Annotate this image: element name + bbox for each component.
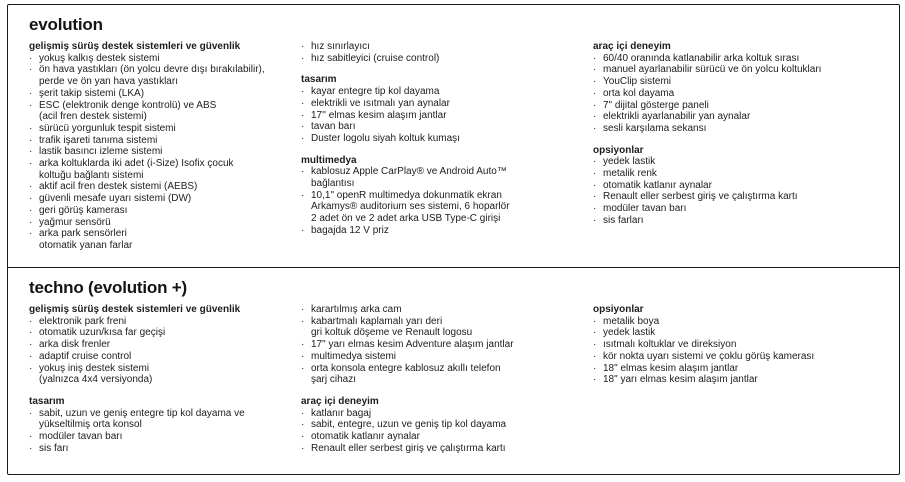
item-line: güvenli mesafe uyarı sistemi (DW) bbox=[39, 193, 192, 205]
item-line: kabartmalı kaplamalı yarı deri bbox=[311, 315, 443, 327]
item-lines bbox=[311, 419, 593, 431]
list-item bbox=[301, 121, 593, 133]
item-lines bbox=[39, 146, 301, 158]
item-line: perde ve ön yan hava yastıkları bbox=[39, 76, 178, 88]
bullet-icon: · bbox=[29, 52, 33, 64]
item-line: 7" dijital gösterge paneli bbox=[603, 99, 709, 111]
bullet-icon: · bbox=[301, 224, 305, 236]
list-item bbox=[593, 327, 889, 339]
item-lines bbox=[311, 86, 593, 98]
item-line: karartılmış arka cam bbox=[311, 304, 402, 315]
bullet-icon: · bbox=[29, 87, 33, 99]
bullet-icon: · bbox=[593, 203, 597, 215]
item-line: sabit, entegre, uzun ve geniş tip kol dayama bbox=[311, 419, 507, 431]
list-item bbox=[29, 351, 301, 363]
list-item bbox=[301, 53, 593, 65]
item-line: elektrikli ve ısıtmalı yan aynalar bbox=[311, 97, 450, 109]
item-lines bbox=[39, 100, 301, 123]
item-line: yedek lastik bbox=[603, 156, 656, 168]
bullet-icon: · bbox=[29, 362, 33, 374]
item-lines bbox=[39, 193, 301, 205]
item-line: Duster logolu siyah koltuk kumaşı bbox=[311, 132, 460, 144]
item-line: tavan barı bbox=[311, 121, 356, 133]
item-line: ESC (elektronik denge kontrolü) ve ABS bbox=[39, 99, 217, 111]
list-item bbox=[301, 443, 593, 455]
bullet-icon: · bbox=[29, 134, 33, 146]
list-item bbox=[29, 100, 301, 123]
list-item bbox=[301, 166, 593, 189]
column bbox=[29, 41, 301, 252]
list-item bbox=[593, 88, 889, 100]
list-item bbox=[29, 431, 301, 443]
bullet-icon: · bbox=[301, 52, 305, 64]
list-item bbox=[29, 146, 301, 158]
item-lines bbox=[39, 327, 301, 339]
bullet-icon: · bbox=[593, 64, 597, 76]
item-line: bagajda 12 V priz bbox=[311, 224, 389, 236]
item-lines bbox=[311, 190, 593, 225]
item-lines bbox=[39, 158, 301, 181]
item-lines bbox=[39, 316, 301, 328]
item-line: otomatik katlanır aynalar bbox=[311, 431, 420, 443]
bullet-icon: · bbox=[29, 216, 33, 228]
item-lines bbox=[603, 64, 889, 76]
bullet-icon: · bbox=[301, 339, 305, 351]
bullet-icon: · bbox=[301, 350, 305, 362]
item-line: Renault eller serbest giriş ve çalıştırma kartı bbox=[603, 191, 798, 203]
item-lines bbox=[311, 363, 593, 386]
bullet-icon: · bbox=[593, 374, 597, 386]
list-item bbox=[29, 64, 301, 87]
item-line: yedek lastik bbox=[603, 327, 656, 339]
bullet-icon: · bbox=[29, 204, 33, 216]
item-lines bbox=[603, 111, 889, 123]
item-line: sabit, uzun ve geniş entegre tip kol dayama ve bbox=[39, 407, 245, 419]
bullet-icon: · bbox=[29, 431, 33, 443]
bullet-icon: · bbox=[29, 146, 33, 158]
bullet-icon: · bbox=[301, 189, 305, 201]
item-lines bbox=[39, 181, 301, 193]
bullet-icon: · bbox=[29, 407, 33, 419]
bullet-icon: · bbox=[593, 327, 597, 339]
list-item bbox=[593, 123, 889, 135]
feature-group bbox=[29, 304, 301, 386]
section-title: evolution bbox=[29, 15, 103, 34]
item-lines bbox=[603, 156, 889, 168]
feature-group bbox=[301, 155, 593, 237]
list-item bbox=[301, 339, 593, 351]
section-columns bbox=[29, 304, 889, 454]
list-item bbox=[301, 225, 593, 237]
item-line: sesli karşılama sekansı bbox=[603, 122, 707, 134]
bullet-icon: · bbox=[29, 181, 33, 193]
group-header: opsiyonlar bbox=[593, 144, 644, 156]
list-item bbox=[29, 88, 301, 100]
item-line: sis farları bbox=[603, 214, 644, 226]
list-item bbox=[593, 339, 889, 351]
item-line: orta konsola entegre kablosuz akıllı telefon bbox=[311, 362, 501, 374]
item-lines bbox=[311, 225, 593, 237]
item-lines bbox=[603, 100, 889, 112]
item-lines bbox=[39, 408, 301, 431]
feature-group bbox=[593, 41, 889, 135]
item-line: arka koltuklarda iki adet (i-Size) Isofix çocuk bbox=[39, 158, 234, 170]
item-line: kablosuz Apple CarPlay® ve Android Auto™ bbox=[311, 166, 507, 178]
item-line: 17" yarı elmas kesim Adventure alaşım jantlar bbox=[311, 339, 514, 351]
item-line: arka disk frenler bbox=[39, 339, 111, 351]
group-header: gelişmiş sürüş destek sistemleri ve güvenlik bbox=[29, 41, 241, 52]
bullet-icon: · bbox=[593, 315, 597, 327]
item-line: multimedya sistemi bbox=[311, 350, 397, 362]
item-lines bbox=[311, 98, 593, 110]
bullet-icon: · bbox=[593, 76, 597, 88]
item-line: ısıtmalı koltuklar ve direksiyon bbox=[603, 339, 737, 351]
list-item bbox=[29, 408, 301, 431]
item-lines bbox=[603, 374, 889, 386]
group-header: tasarım bbox=[29, 395, 65, 407]
item-line: (acil fren destek sistemi) bbox=[39, 111, 147, 123]
item-lines bbox=[603, 88, 889, 100]
bullet-icon: · bbox=[593, 179, 597, 191]
bullet-icon: · bbox=[301, 431, 305, 443]
bullet-icon: · bbox=[29, 350, 33, 362]
item-lines bbox=[311, 339, 593, 351]
item-line: hız sabitleyici (cruise control) bbox=[311, 52, 440, 64]
item-line: bağlantısı bbox=[311, 178, 355, 190]
item-lines bbox=[311, 316, 593, 339]
item-line: adaptif cruise control bbox=[39, 350, 132, 362]
list-item bbox=[29, 217, 301, 229]
item-line: 18" yarı elmas kesim alaşım jantlar bbox=[603, 374, 758, 386]
item-line: 18" elmas kesim alaşım jantlar bbox=[603, 362, 739, 374]
bullet-icon: · bbox=[301, 97, 305, 109]
item-lines bbox=[311, 110, 593, 122]
item-lines bbox=[311, 351, 593, 363]
group-header: araç içi deneyim bbox=[593, 41, 671, 52]
list-item bbox=[29, 363, 301, 386]
bullet-icon: · bbox=[301, 41, 305, 52]
bullet-icon: · bbox=[301, 419, 305, 431]
bullet-icon: · bbox=[29, 442, 33, 454]
section-title: techno (evolution +) bbox=[29, 278, 187, 297]
list-item bbox=[301, 86, 593, 98]
feature-group bbox=[301, 41, 593, 64]
list-item bbox=[29, 443, 301, 455]
item-lines bbox=[39, 217, 301, 229]
item-line: 17'' elmas kesim alaşım jantlar bbox=[311, 109, 447, 121]
item-lines bbox=[311, 53, 593, 65]
feature-group bbox=[301, 396, 593, 455]
bullet-icon: · bbox=[301, 407, 305, 419]
item-lines bbox=[39, 363, 301, 386]
bullet-icon: · bbox=[593, 362, 597, 374]
section-evolution bbox=[8, 5, 899, 268]
list-item bbox=[301, 408, 593, 420]
item-line: trafik işareti tanıma sistemi bbox=[39, 134, 158, 146]
bullet-icon: · bbox=[593, 52, 597, 64]
item-lines bbox=[39, 228, 301, 251]
item-lines bbox=[603, 363, 889, 375]
group-header: multimedya bbox=[301, 154, 357, 166]
list-item bbox=[29, 316, 301, 328]
item-line: Arkamys® auditorium ses sistemi, 6 hoparlör bbox=[311, 201, 510, 213]
list-item bbox=[301, 316, 593, 339]
list-item bbox=[593, 215, 889, 227]
bullet-icon: · bbox=[593, 168, 597, 180]
list-item bbox=[301, 351, 593, 363]
item-lines bbox=[311, 41, 593, 53]
bullet-icon: · bbox=[593, 339, 597, 351]
item-lines bbox=[603, 215, 889, 227]
item-line: sürücü yorgunluk tespit sistemi bbox=[39, 122, 176, 134]
item-lines bbox=[39, 123, 301, 135]
bullet-icon: · bbox=[593, 99, 597, 111]
section-columns bbox=[29, 41, 889, 252]
item-lines bbox=[39, 431, 301, 443]
list-item bbox=[29, 205, 301, 217]
feature-group bbox=[301, 304, 593, 386]
bullet-icon: · bbox=[29, 228, 33, 240]
bullet-icon: · bbox=[301, 362, 305, 374]
list-item bbox=[593, 191, 889, 203]
bullet-icon: · bbox=[593, 214, 597, 226]
item-lines bbox=[39, 351, 301, 363]
item-line: YouClip sistemi bbox=[603, 76, 671, 88]
item-lines bbox=[603, 191, 889, 203]
item-line: manuel ayarlanabilir sürücü ve ön yolcu koltukları bbox=[603, 64, 822, 76]
bullet-icon: · bbox=[593, 122, 597, 134]
column bbox=[301, 304, 593, 454]
bullet-icon: · bbox=[593, 111, 597, 123]
list-item bbox=[593, 64, 889, 76]
bullet-icon: · bbox=[29, 158, 33, 170]
list-item bbox=[593, 363, 889, 375]
list-item bbox=[301, 98, 593, 110]
item-line: elektrikli ayarlanabilir yan aynalar bbox=[603, 111, 751, 123]
column bbox=[29, 304, 301, 454]
item-lines bbox=[603, 327, 889, 339]
bullet-icon: · bbox=[301, 166, 305, 178]
item-line: Renault eller serbest giriş ve çalıştırma kartı bbox=[311, 442, 506, 454]
list-item bbox=[29, 193, 301, 205]
section-techno bbox=[8, 268, 899, 454]
item-lines bbox=[603, 203, 889, 215]
list-item bbox=[301, 304, 593, 316]
item-line: şarj cihazı bbox=[311, 374, 357, 386]
list-item bbox=[301, 363, 593, 386]
group-header: tasarım bbox=[301, 74, 337, 86]
group-header: araç içi deneyim bbox=[301, 395, 379, 407]
column bbox=[301, 41, 593, 237]
item-lines bbox=[603, 168, 889, 180]
item-line: hız sınırlayıcı bbox=[311, 41, 370, 52]
item-lines bbox=[39, 64, 301, 87]
item-lines bbox=[603, 76, 889, 88]
feature-group bbox=[29, 41, 301, 252]
item-line: modüler tavan barı bbox=[39, 431, 123, 443]
item-lines bbox=[39, 135, 301, 147]
list-item bbox=[29, 228, 301, 251]
item-line: gri koltuk döşeme ve Renault logosu bbox=[311, 327, 473, 339]
item-lines bbox=[311, 121, 593, 133]
item-lines bbox=[603, 339, 889, 351]
item-line: geri görüş kamerası bbox=[39, 204, 128, 216]
item-lines bbox=[311, 133, 593, 145]
bullet-icon: · bbox=[29, 193, 33, 205]
item-line: yokuş iniş destek sistemi bbox=[39, 362, 150, 374]
bullet-icon: · bbox=[301, 121, 305, 133]
list-item bbox=[29, 181, 301, 193]
list-item bbox=[301, 110, 593, 122]
item-lines bbox=[39, 205, 301, 217]
bullet-icon: · bbox=[593, 350, 597, 362]
item-line: yokuş kalkış destek sistemi bbox=[39, 52, 160, 64]
item-lines bbox=[311, 443, 593, 455]
item-line: 2 adet ön ve 2 adet arka USB Type-C girişi bbox=[311, 213, 501, 225]
list-item bbox=[301, 431, 593, 443]
item-line: otomatik katlanır aynalar bbox=[603, 179, 712, 191]
item-line: yağmur sensörü bbox=[39, 216, 111, 228]
spec-sheet bbox=[7, 4, 900, 475]
list-item bbox=[593, 203, 889, 215]
item-line: (yalnızca 4x4 versiyonda) bbox=[39, 374, 153, 386]
item-line: kör nokta uyarı sistemi ve çoklu görüş kamerası bbox=[603, 350, 815, 362]
list-item bbox=[301, 133, 593, 145]
feature-group bbox=[593, 304, 889, 386]
item-lines bbox=[603, 316, 889, 328]
column bbox=[593, 304, 889, 386]
item-lines bbox=[603, 53, 889, 65]
bullet-icon: · bbox=[301, 304, 305, 315]
bullet-icon: · bbox=[301, 442, 305, 454]
list-item bbox=[301, 41, 593, 53]
list-item bbox=[593, 316, 889, 328]
item-lines bbox=[311, 408, 593, 420]
item-line: metalik boya bbox=[603, 315, 660, 327]
item-lines bbox=[311, 304, 593, 316]
bullet-icon: · bbox=[29, 64, 33, 76]
item-line: kayar entegre tip kol dayama bbox=[311, 86, 440, 98]
bullet-icon: · bbox=[301, 109, 305, 121]
item-line: şerit takip sistemi (LKA) bbox=[39, 87, 145, 99]
list-item bbox=[593, 351, 889, 363]
bullet-icon: · bbox=[29, 99, 33, 111]
list-item bbox=[301, 419, 593, 431]
item-lines bbox=[39, 443, 301, 455]
bullet-icon: · bbox=[29, 315, 33, 327]
item-lines bbox=[311, 166, 593, 189]
item-line: ön hava yastıkları (ön yolcu devre dışı bırakılabilir), bbox=[39, 64, 265, 76]
list-item bbox=[593, 374, 889, 386]
list-item bbox=[593, 168, 889, 180]
list-item bbox=[593, 156, 889, 168]
group-header: gelişmiş sürüş destek sistemleri ve güvenlik bbox=[29, 304, 241, 315]
item-lines bbox=[39, 53, 301, 65]
item-line: 60/40 oranında katlanabilir arka koltuk sırası bbox=[603, 52, 800, 64]
bullet-icon: · bbox=[593, 191, 597, 203]
list-item bbox=[301, 190, 593, 225]
bullet-icon: · bbox=[29, 339, 33, 351]
item-line: elektronik park freni bbox=[39, 315, 127, 327]
item-line: aktif acil fren destek sistemi (AEBS) bbox=[39, 181, 198, 193]
feature-group bbox=[301, 74, 593, 144]
item-lines bbox=[39, 88, 301, 100]
bullet-icon: · bbox=[593, 87, 597, 99]
item-line: 10,1" openR multimedya dokunmatik ekran bbox=[311, 189, 502, 201]
list-item bbox=[593, 76, 889, 88]
feature-group bbox=[593, 145, 889, 227]
list-item bbox=[593, 111, 889, 123]
list-item bbox=[593, 100, 889, 112]
bullet-icon: · bbox=[29, 327, 33, 339]
item-lines bbox=[603, 123, 889, 135]
item-line: otomatik uzun/kısa far geçişi bbox=[39, 327, 166, 339]
feature-group bbox=[29, 396, 301, 455]
item-line: lastik basıncı izleme sistemi bbox=[39, 146, 163, 158]
list-item bbox=[593, 53, 889, 65]
list-item bbox=[29, 327, 301, 339]
list-item bbox=[29, 53, 301, 65]
item-line: modüler tavan barı bbox=[603, 203, 687, 215]
item-line: metalik renk bbox=[603, 168, 657, 180]
column bbox=[593, 41, 889, 227]
item-line: orta kol dayama bbox=[603, 87, 675, 99]
bullet-icon: · bbox=[301, 315, 305, 327]
group-header: opsiyonlar bbox=[593, 304, 644, 315]
item-line: katlanır bagaj bbox=[311, 407, 372, 419]
bullet-icon: · bbox=[301, 132, 305, 144]
item-lines bbox=[311, 431, 593, 443]
list-item bbox=[29, 123, 301, 135]
item-line: arka park sensörleri bbox=[39, 228, 127, 240]
item-lines bbox=[603, 351, 889, 363]
item-line: yükseltilmiş orta konsol bbox=[39, 419, 142, 431]
bullet-icon: · bbox=[301, 86, 305, 98]
list-item bbox=[593, 180, 889, 192]
item-line: otomatik yanan farlar bbox=[39, 239, 133, 251]
list-item bbox=[29, 135, 301, 147]
list-item bbox=[29, 158, 301, 181]
bullet-icon: · bbox=[593, 156, 597, 168]
item-lines bbox=[39, 339, 301, 351]
list-item bbox=[29, 339, 301, 351]
item-line: koltuğu bağlantı sistemi bbox=[39, 169, 144, 181]
bullet-icon: · bbox=[29, 122, 33, 134]
item-line: sis farı bbox=[39, 442, 69, 454]
item-lines bbox=[603, 180, 889, 192]
